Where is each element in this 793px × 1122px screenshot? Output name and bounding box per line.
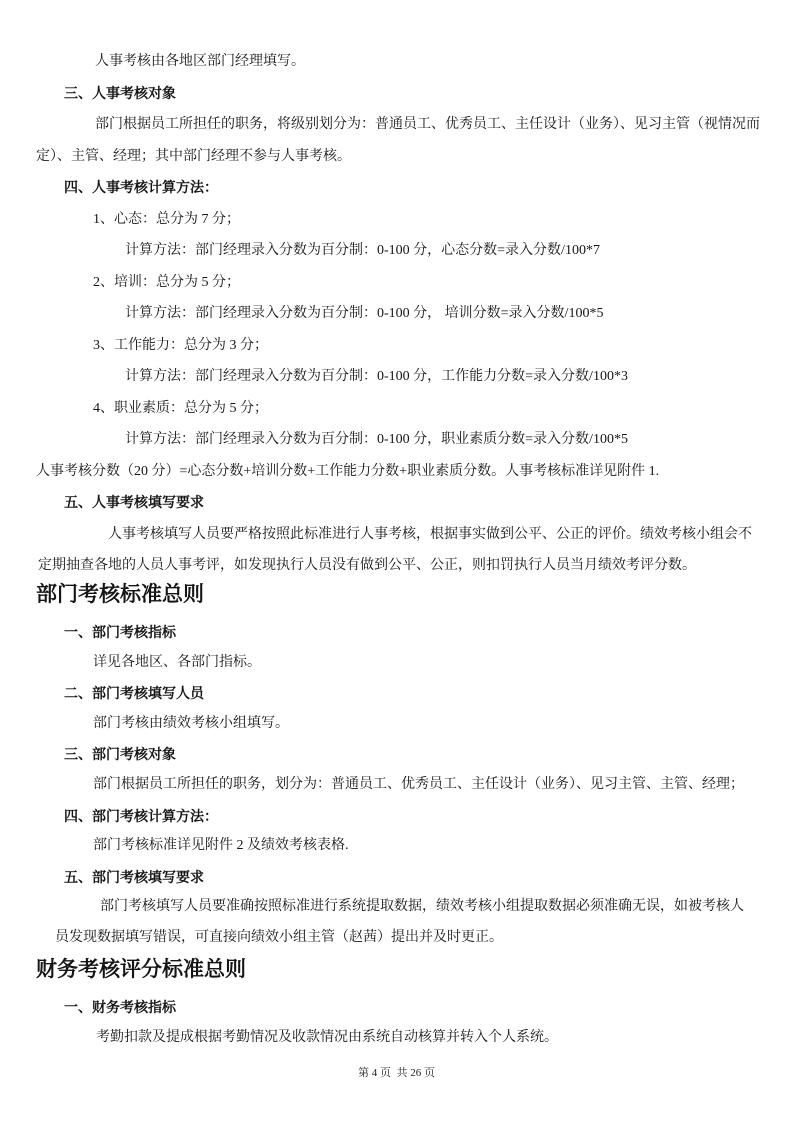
section-personnel-assessment	[36, 46, 763, 582]
section-department-assessment	[36, 579, 763, 954]
department-calc-heading: 四、部门考核计算方法：	[64, 807, 218, 824]
personnel-target-line2: 定）、主管、经理；其中部门经理不参与人事考核。	[36, 148, 351, 164]
page-number-footer: 第 4 页 共 26 页	[358, 1067, 435, 1079]
personnel-item-3-title: 3、工作能力：总分为 3 分；	[93, 337, 268, 353]
department-section-title: 部门考核标准总则	[36, 583, 204, 606]
personnel-target-line1: 部门根据员工所担任的职务，将级别划分为：普通员工、优秀员工、主任设计（业务）、见习主管（视情况而	[95, 117, 760, 132]
personnel-total-formula: 人事考核分数（20 分）=心态分数+培训分数+工作能力分数+职业素质分数。人事考核标准详见附件 1.	[36, 463, 660, 479]
finance-index-body: 考勤扣款及提成根据考勤情况及收款情况由系统自动核算并转入个人系统。	[96, 1029, 558, 1045]
personnel-filled-by-line: 人事考核由各地区部门经理填写。	[95, 54, 305, 69]
department-target-body: 部门根据员工所担任的职务，划分为：普通员工、优秀员工、主任设计（业务）、见习主管、主管、经理；	[93, 776, 744, 792]
personnel-calc-heading: 四、人事考核计算方法：	[64, 179, 218, 195]
department-requirements-heading: 五、部门考核填写要求	[64, 868, 204, 885]
personnel-requirements-heading: 五、人事考核填写要求	[64, 494, 204, 510]
personnel-target-heading: 三、人事考核对象	[64, 84, 176, 101]
section-finance-assessment	[36, 954, 763, 1053]
personnel-requirements-line1: 人事考核填写人员要严格按照此标准进行人事考核，根据事实做到公平、公正的评价。绩效考核小组会不	[108, 526, 752, 542]
department-requirements-line1: 部门考核填写人员要准确按照标准进行系统提取数据，绩效考核小组提取数据必须准确无误，如被考核人	[100, 899, 744, 915]
personnel-item-4-method: 计算方法：部门经理录入分数为百分制：0-100 分，职业素质分数=录入分数/100*5	[125, 432, 628, 447]
finance-section-title: 财务考核评分标准总则	[36, 958, 246, 981]
department-index-body: 详见各地区、各部门指标。	[93, 654, 261, 670]
personnel-item-1-method: 计算方法：部门经理录入分数为百分制：0-100 分，心态分数=录入分数/100*7	[125, 243, 600, 258]
personnel-item-3-method: 计算方法：部门经理录入分数为百分制：0-100 分，工作能力分数=录入分数/100*3	[125, 369, 628, 384]
department-staff-heading: 二、部门考核填写人员	[64, 685, 204, 702]
personnel-item-1-title: 1、心态：总分为 7 分；	[93, 211, 240, 227]
personnel-item-2-title: 2、培训：总分为 5 分；	[93, 274, 240, 290]
department-target-heading: 三、部门考核对象	[64, 746, 176, 763]
department-staff-body: 部门考核由绩效考核小组填写。	[93, 715, 289, 731]
department-calc-body: 部门考核标准详见附件 2 及绩效考核表格.	[93, 838, 349, 854]
personnel-requirements-line2: 定期抽查各地的人员人事考评，如发现执行人员没有做到公平、公正，则扣罚执行人员当月绩效考评分数。	[38, 558, 696, 573]
personnel-item-2-method: 计算方法：部门经理录入分数为百分制：0-100 分， 培训分数=录入分数/100*5	[125, 306, 604, 321]
department-requirements-line2: 员发现数据填写错误，可直接向绩效小组主管（赵茜）提出并及时更正。	[55, 929, 503, 945]
personnel-item-4-title: 4、职业素质：总分为 5 分；	[93, 400, 268, 416]
department-index-heading: 一、部门考核指标	[64, 624, 176, 640]
finance-index-heading: 一、财务考核指标	[64, 999, 176, 1015]
